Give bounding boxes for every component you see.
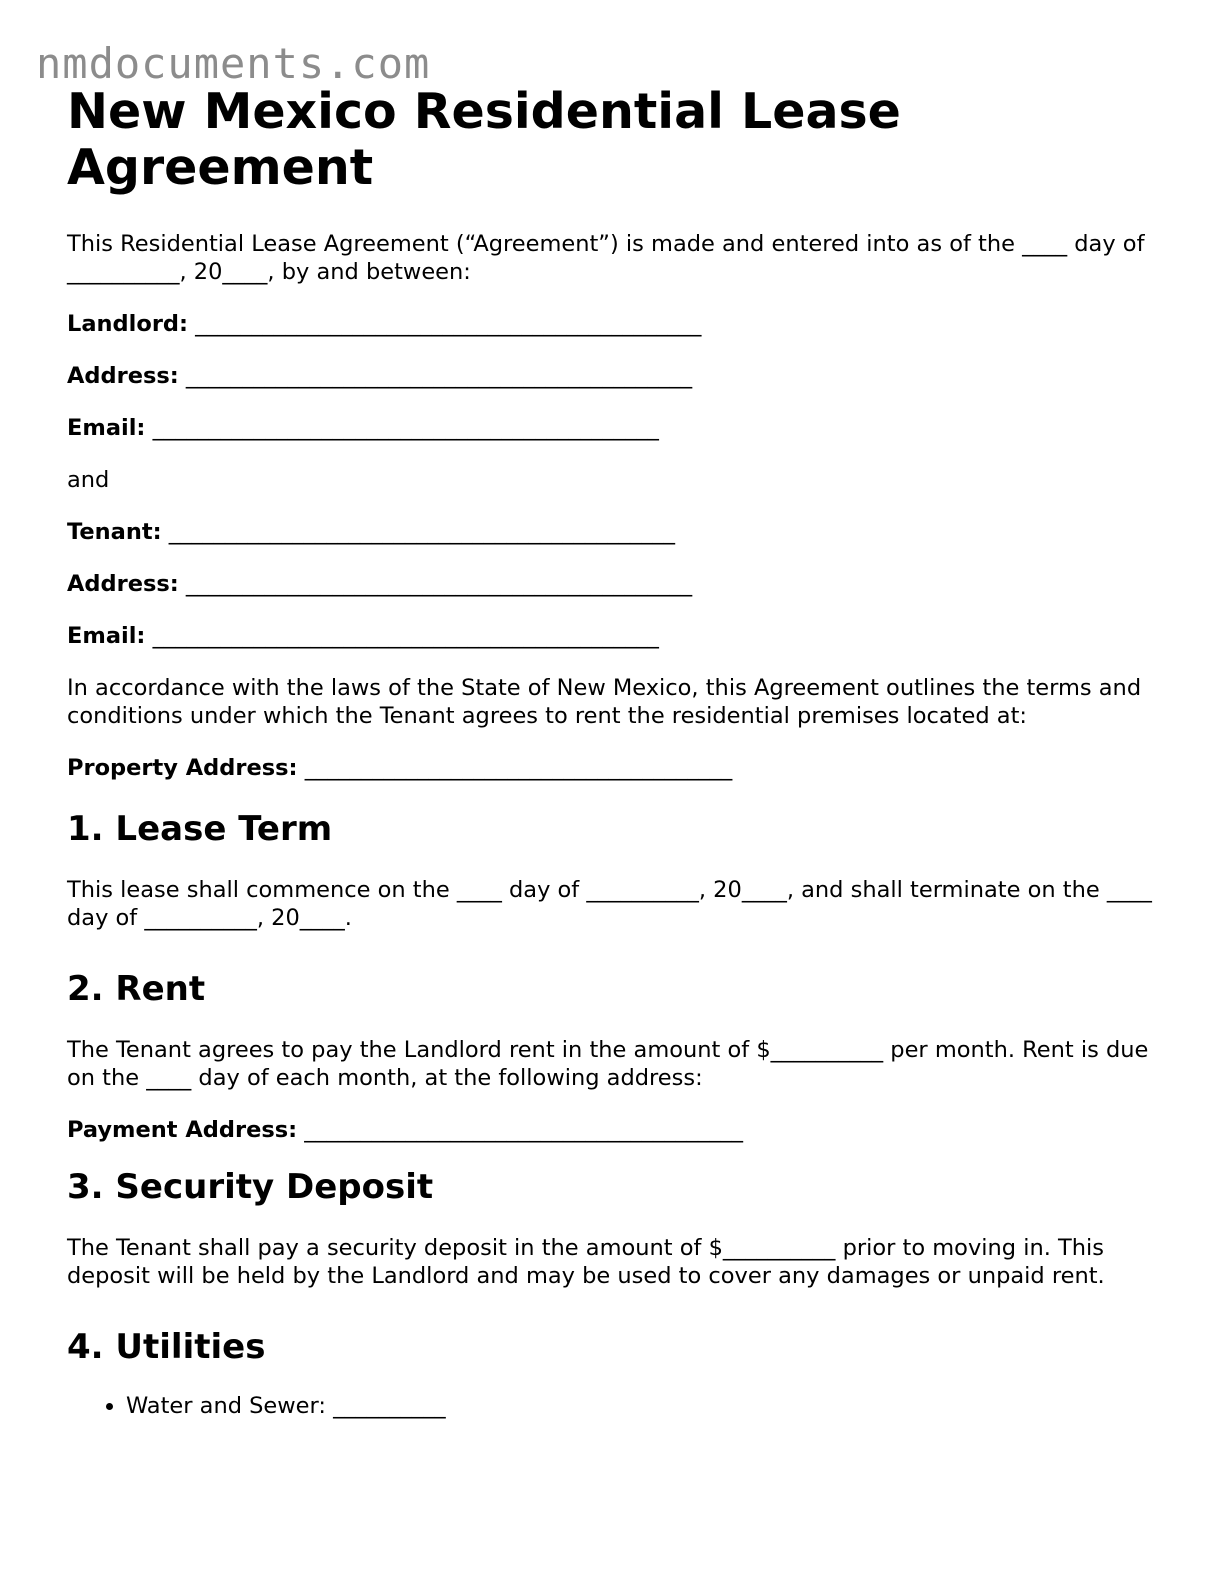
landlord-address-field[interactable] xyxy=(67,362,1157,390)
tenant-address-field[interactable] xyxy=(67,570,1157,598)
tenant-email-label: Email: xyxy=(67,623,146,649)
landlord-email-blank[interactable]: _____________________________________________ xyxy=(152,415,659,441)
tenant-name-label: Tenant: xyxy=(67,519,162,545)
payment-address-field[interactable] xyxy=(67,1116,1157,1144)
watermark: nmdocuments.com xyxy=(36,39,431,88)
property-address-blank[interactable]: ______________________________________ xyxy=(304,755,733,781)
landlord-name-blank[interactable]: _____________________________________________ xyxy=(195,311,702,337)
property-address-field[interactable] xyxy=(67,754,1157,782)
section-security-deposit-title: 3. Security Deposit xyxy=(67,1167,434,1207)
section-utilities-title: 4. Utilities xyxy=(67,1327,266,1367)
document-body xyxy=(67,84,1157,1420)
property-address-label: Property Address: xyxy=(67,755,298,781)
utility-item-water-sewer[interactable]: • Water and Sewer: __________ xyxy=(126,1392,1157,1420)
page-title: New Mexico Residential Lease Agreement xyxy=(67,83,901,196)
utilities-list xyxy=(67,1392,1157,1420)
tenant-email-blank[interactable]: _____________________________________________ xyxy=(152,623,659,649)
landlord-name-field[interactable] xyxy=(67,310,1157,338)
section-security-deposit-body: The Tenant shall pay a security deposit in the amount of $__________ prior to moving in. This deposit will be held by the Landlord and may be used to cover any damages or unpaid rent. xyxy=(67,1235,1105,1289)
landlord-email-field[interactable] xyxy=(67,414,1157,442)
section-lease-term-title: 1. Lease Term xyxy=(67,809,333,849)
tenant-name-field[interactable] xyxy=(67,518,1157,546)
payment-address-blank[interactable]: _______________________________________ xyxy=(304,1117,744,1143)
intro-paragraph: This Residential Lease Agreement (“Agreement”) is made and entered into as of the ____ day of __________, 20____, by and between: xyxy=(67,231,1145,285)
landlord-email-label: Email: xyxy=(67,415,146,441)
tenant-address-blank[interactable]: _____________________________________________ xyxy=(185,571,693,597)
landlord-address-label: Address: xyxy=(67,363,179,389)
tenant-name-blank[interactable]: _____________________________________________ xyxy=(168,519,675,545)
landlord-name-label: Landlord: xyxy=(67,311,189,337)
tenant-address-label: Address: xyxy=(67,571,179,597)
and-text: and xyxy=(67,467,110,493)
section-rent-body: The Tenant agrees to pay the Landlord rent in the amount of $__________ per month. Rent is due on the ____ day of each month, at the following address: xyxy=(67,1037,1149,1091)
section-lease-term-body: This lease shall commence on the ____ day of __________, 20____, and shall terminate on the ____ day of __________, 20____. xyxy=(67,877,1152,931)
premises-paragraph: In accordance with the laws of the State of New Mexico, this Agreement outlines the terms and conditions under which the Tenant agrees to rent the residential premises located at: xyxy=(67,675,1142,729)
section-rent-title: 2. Rent xyxy=(67,969,206,1009)
tenant-email-field[interactable] xyxy=(67,622,1157,650)
landlord-address-blank[interactable]: _____________________________________________ xyxy=(185,363,693,389)
payment-address-label: Payment Address: xyxy=(67,1117,298,1143)
